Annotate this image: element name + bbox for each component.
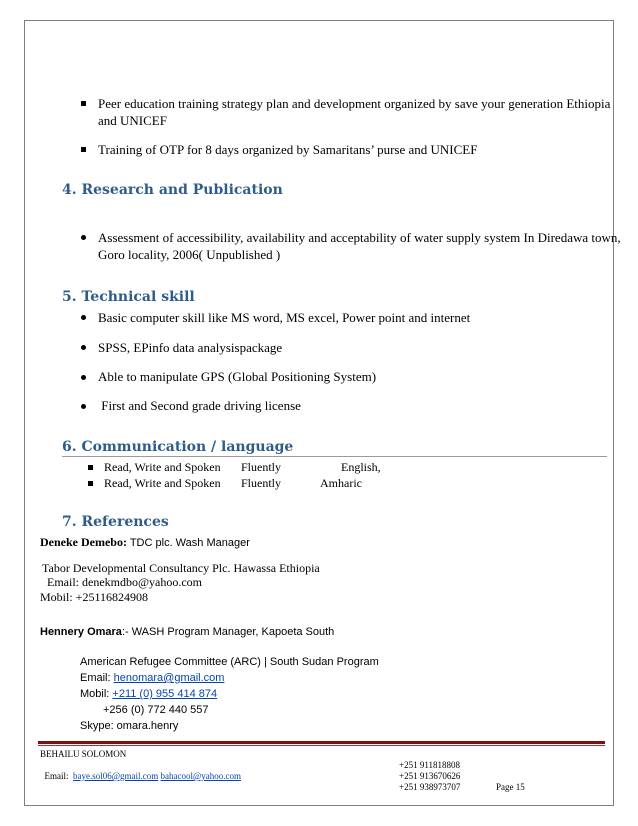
reference-name: Deneke Demebo: (40, 535, 127, 549)
footer-rule-red (38, 745, 605, 746)
section-heading-technical-skill: 5. Technical skill (62, 289, 195, 305)
section-heading-references: 7. References (62, 514, 169, 530)
round-bullet-icon (81, 345, 86, 350)
page-number: Page 15 (496, 782, 525, 792)
square-bullet-icon (88, 481, 93, 486)
reference-organization: Tabor Developmental Consultancy Plc. Hawassa Ethiopia (42, 561, 320, 575)
footer-email-link-1[interactable]: baye.sol06@gmail.com (73, 771, 159, 781)
bullet-text: and UNICEF (98, 113, 167, 128)
mobile-label: Mobil: (80, 688, 113, 700)
reference-email: Email: denekmdbo@yahoo.com (47, 575, 203, 589)
language-level: Fluently (241, 476, 282, 490)
reference-skype: Skype: omara.henry (80, 720, 179, 732)
section-heading-research: 4. Research and Publication (62, 182, 283, 198)
bullet-text: Basic computer skill like MS word, MS excel, Power point and internet (98, 310, 471, 325)
reference-email-link[interactable]: henomara@gmail.com (113, 672, 225, 684)
bullet-text: SPSS, EPinfo data analysispackage (98, 340, 283, 355)
reference-title: :- WASH Program Manager, Kapoeta South (121, 626, 335, 638)
bullet-text: Assessment of accessibility, availability and acceptability of water supply system In Diredawa town, (98, 230, 621, 245)
language-level: Fluently (241, 460, 282, 474)
reference-phone-link[interactable]: +211 (0) 955 414 874 (112, 688, 218, 700)
bullet-text: Training of OTP for 8 days organized by Samaritans’ purse and UNICEF (98, 142, 478, 157)
footer-name: BEHAILU SOLOMON (40, 749, 127, 759)
language-name: Amharic (320, 476, 362, 490)
language-name: English, (341, 460, 381, 474)
footer-phone-2: +251 913670626 (399, 771, 461, 781)
round-bullet-icon (81, 235, 86, 240)
reference-mobile-2: +256 (0) 772 440 557 (103, 704, 209, 716)
reference-1-heading (40, 533, 250, 551)
heading-rule (62, 456, 607, 457)
language-skill: Read, Write and Spoken (104, 460, 221, 474)
footer-email-row (40, 760, 241, 782)
section-heading-communication: 6. Communication / language (62, 439, 294, 455)
email-label: Email: (80, 672, 114, 684)
bullet-text: Able to manipulate GPS (Global Positioning System) (98, 369, 377, 384)
round-bullet-icon (81, 375, 86, 380)
reference-mobile-row (80, 687, 217, 701)
round-bullet-icon (81, 404, 86, 409)
reference-mobile: Mobil: +25116824908 (40, 590, 148, 604)
square-bullet-icon (81, 101, 86, 106)
reference-organization: American Refugee Committee (ARC) | South Sudan Program (80, 656, 379, 668)
round-bullet-icon (81, 315, 86, 320)
reference-email-row (80, 671, 224, 685)
language-skill: Read, Write and Spoken (104, 476, 221, 490)
footer-email-link-2[interactable]: bahacool@yahoo.com (160, 771, 242, 781)
footer-email-label: Email: (44, 771, 73, 781)
reference-name: Hennery Omara (40, 626, 122, 638)
footer-phone-3: +251 938973707 (399, 782, 461, 792)
bullet-text: Peer education training strategy plan and development organized by save your generation Ethiopia (98, 96, 611, 111)
footer-phone-1: +251 911818808 (399, 760, 460, 770)
reference-2-heading (40, 622, 334, 640)
bullet-text: Goro locality, 2006( Unpublished ) (98, 247, 281, 262)
square-bullet-icon (88, 465, 93, 470)
footer-rule-dark (38, 741, 605, 744)
reference-title: TDC plc. Wash Manager (126, 537, 250, 549)
bullet-text: First and Second grade driving license (98, 398, 301, 413)
square-bullet-icon (81, 147, 86, 152)
